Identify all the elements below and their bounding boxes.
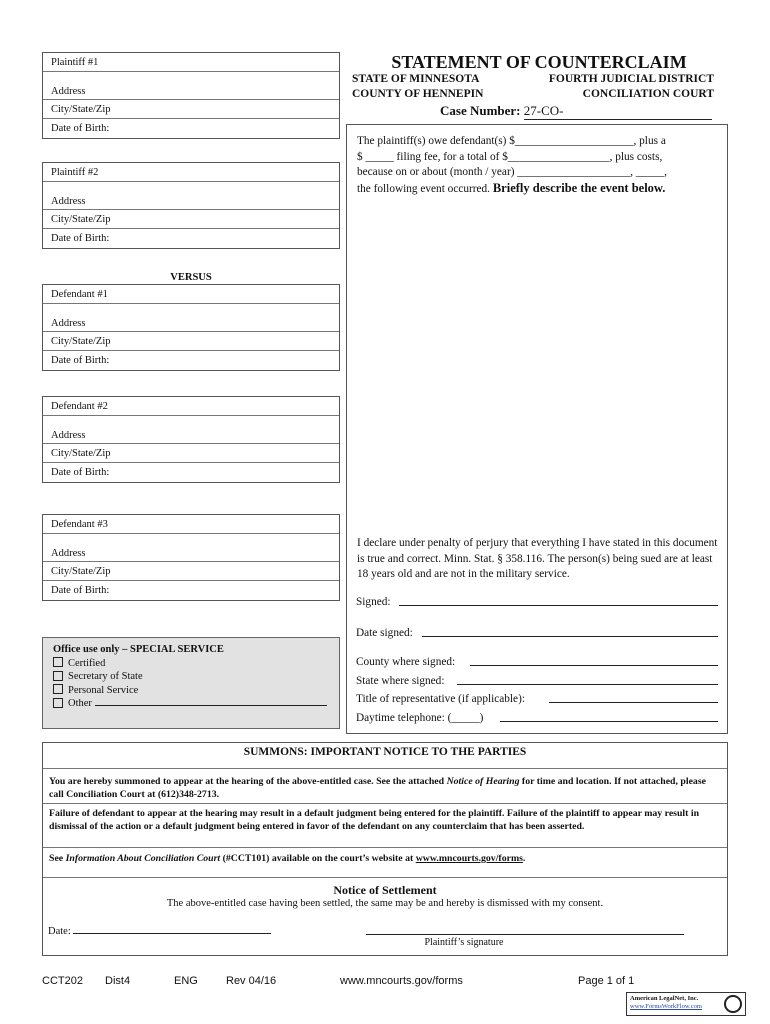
defendant2-label: Defendant #2	[43, 397, 339, 416]
summons-title: SUMMONS: IMPORTANT NOTICE TO THE PARTIES	[243, 746, 527, 758]
settlement-date-label: Date:	[48, 926, 71, 937]
date-signed-field[interactable]	[422, 636, 718, 637]
claim-text[interactable]	[357, 134, 722, 197]
signed-label: Signed:	[356, 596, 391, 608]
plaintiff2-city[interactable]: City/State/Zip	[43, 210, 339, 229]
event-description-area[interactable]	[356, 200, 722, 530]
phone-label: Daytime telephone: (_____)	[356, 712, 484, 724]
footer-url: www.mncourts.gov/forms	[340, 975, 463, 987]
defendant3-label: Defendant #3	[43, 515, 339, 534]
plaintiff1-address[interactable]: Address	[43, 72, 339, 100]
court-label: CONCILIATION COURT	[582, 88, 714, 100]
forms-link[interactable]: www.mncourts.gov/forms	[415, 853, 523, 864]
title-rep-field[interactable]	[549, 702, 718, 703]
settlement-date-field[interactable]	[73, 933, 271, 934]
divider	[43, 877, 727, 878]
state-signed-label: State where signed:	[356, 675, 445, 687]
case-number	[440, 103, 712, 120]
district-code: Dist4	[105, 975, 131, 987]
legalnet-logo-icon	[724, 995, 742, 1013]
county-signed-field[interactable]	[470, 665, 718, 666]
date-signed-label: Date signed:	[356, 627, 413, 639]
plaintiff-signature-label: Plaintiff’s signature	[424, 937, 504, 948]
settlement-date-row[interactable]	[48, 926, 271, 937]
claim-instruction: Briefly describe the event below.	[492, 180, 666, 195]
title-rep-row[interactable]	[356, 693, 718, 705]
divider	[43, 803, 727, 804]
settlement-title: Notice of Settlement	[333, 883, 437, 897]
case-number-label: Case Number:	[440, 103, 521, 118]
plaintiff1-label: Plaintiff #1	[43, 53, 339, 72]
claim-line-3: because on or about (month / year) ____________________, _____,	[357, 166, 667, 178]
declaration-text: I declare under penalty of perjury that everything I have stated in this document is true and correct. Minn. Stat. § 358.116. The person(s) being sued are at least 18 years old and are not in the military service.	[357, 537, 718, 580]
defendant3-box	[42, 514, 340, 601]
page-title: STATEMENT OF COUNTERCLAIM	[391, 52, 687, 72]
divider	[43, 847, 727, 848]
title-rep-label: Title of representative (if applicable):	[356, 693, 525, 705]
defendant3-city[interactable]: City/State/Zip	[43, 562, 339, 581]
summons-paragraph-3: See Information About Conciliation Court (#CCT101) available on the court’s website at www.mncourts.gov/forms.	[49, 853, 526, 864]
county-signed-label: County where signed:	[356, 656, 456, 668]
summons-paragraph-1: You are hereby summoned to appear at the hearing of the above-entitled case. See the attached Notice of Hearing for time and location. If not attached, please call Conciliation Court at (612)348-2713.	[49, 776, 706, 800]
defendant1-dob[interactable]: Date of Birth:	[51, 355, 110, 366]
settlement-text: The above-entitled case having been settled, the same may be and hereby is dismissed with my consent.	[166, 898, 604, 909]
defendant3-dob[interactable]: Date of Birth:	[51, 585, 110, 596]
summons-paragraph-2: Failure of defendant to appear at the hearing may result in a default judgment being entered for the plaintiff. Failure of the plaintiff to appear may result in dismissal of the action or a default judgment being entered in favor of the defendant on any counterclaim that has been asserted.	[49, 808, 700, 832]
state-signed-row[interactable]	[356, 675, 718, 687]
plaintiff2-label: Plaintiff #2	[43, 163, 339, 182]
claim-line-1: The plaintiff(s) owe defendant(s) $_____________________, plus a	[357, 135, 666, 147]
office-option-certified[interactable]: Certified	[53, 657, 329, 671]
form-code: CCT202	[42, 975, 83, 987]
plaintiff2-dob[interactable]: Date of Birth:	[51, 233, 110, 244]
brand-url: www.FormsWorkFlow.com	[630, 1003, 702, 1010]
office-option-personal[interactable]: Personal Service	[53, 684, 329, 698]
signed-field[interactable]	[399, 605, 718, 606]
checkbox-icon[interactable]	[53, 684, 63, 694]
plaintiff2-address[interactable]: Address	[43, 182, 339, 210]
case-number-field[interactable]: 27-CO-	[524, 103, 712, 120]
plaintiff1-city[interactable]: City/State/Zip	[43, 100, 339, 119]
state-label: STATE OF MINNESOTA	[352, 73, 480, 85]
claim-line-2: $ _____ filing fee, for a total of $__________________, plus costs,	[357, 150, 663, 163]
office-option-secretary[interactable]: Secretary of State	[53, 670, 329, 684]
brand-name: American LegalNet, Inc.	[630, 995, 699, 1002]
date-signed-row[interactable]	[356, 627, 718, 639]
language-code: ENG	[174, 975, 198, 987]
claim-line-4: the following event occurred.	[357, 182, 491, 195]
plaintiff1-box	[42, 52, 340, 139]
divider	[43, 768, 727, 769]
checkbox-icon[interactable]	[53, 671, 63, 681]
defendant3-address[interactable]: Address	[43, 534, 339, 562]
office-option-other[interactable]: Other	[53, 697, 329, 711]
district-label: FOURTH JUDICIAL DISTRICT	[548, 73, 714, 85]
versus-label: VERSUS	[170, 272, 212, 283]
phone-field[interactable]	[500, 721, 718, 722]
phone-row[interactable]	[356, 712, 718, 724]
defendant2-dob[interactable]: Date of Birth:	[51, 467, 110, 478]
legalnet-badge	[626, 992, 746, 1016]
signed-row[interactable]	[356, 596, 718, 608]
office-use-title: Office use only – SPECIAL SERVICE	[53, 644, 224, 655]
defendant1-city[interactable]: City/State/Zip	[43, 332, 339, 351]
checkbox-icon[interactable]	[53, 698, 63, 708]
checkbox-icon[interactable]	[53, 657, 63, 667]
defendant1-address[interactable]: Address	[43, 304, 339, 332]
defendant2-box	[42, 396, 340, 483]
plaintiff-signature-line[interactable]	[366, 934, 684, 935]
plaintiff2-box	[42, 162, 340, 249]
revision: Rev 04/16	[226, 975, 277, 987]
defendant2-address[interactable]: Address	[43, 416, 339, 444]
county-label: COUNTY OF HENNEPIN	[352, 88, 484, 100]
plaintiff1-dob[interactable]: Date of Birth:	[51, 123, 110, 134]
page-number: Page 1 of 1	[578, 975, 635, 987]
defendant2-city[interactable]: City/State/Zip	[43, 444, 339, 463]
county-signed-row[interactable]	[356, 656, 718, 668]
office-use-box	[42, 637, 340, 729]
defendant1-box	[42, 284, 340, 371]
state-signed-field[interactable]	[457, 684, 718, 685]
defendant1-label: Defendant #1	[43, 285, 339, 304]
other-field[interactable]	[95, 705, 327, 706]
